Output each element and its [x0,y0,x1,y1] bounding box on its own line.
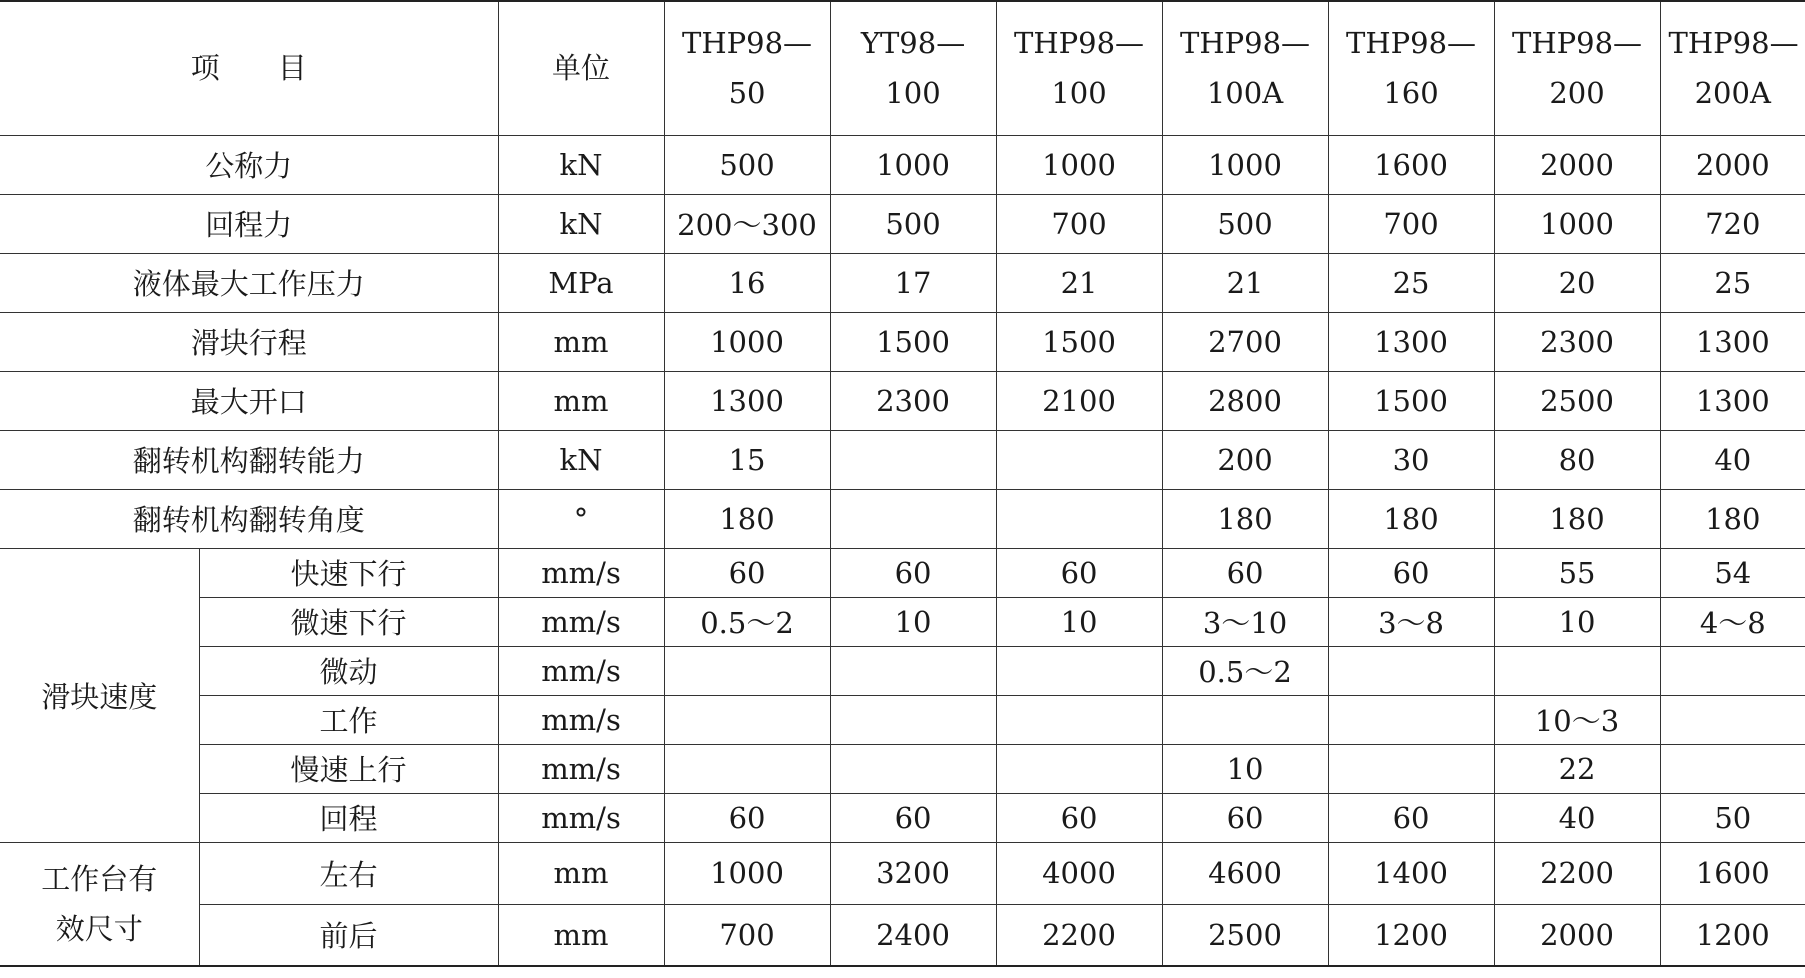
table-cell [1660,744,1805,793]
table-cell: 1500 [830,312,996,371]
table-cell: 2000 [1494,904,1660,966]
table-cell: 20 [1494,253,1660,312]
table-cell: 60 [996,548,1162,597]
row-sublabel: 微速下行 [199,597,498,646]
group-label-slider-speed: 滑块速度 [0,548,199,842]
table-row [0,744,1805,793]
group-label-table-size [0,842,199,966]
table-cell: 1300 [1328,312,1494,371]
row-sublabel: 微动 [199,646,498,695]
table-cell: 3200 [830,842,996,904]
table-cell: 55 [1494,548,1660,597]
row-unit: mm/s [498,744,664,793]
table-cell: 2400 [830,904,996,966]
table-cell: 0.5～2 [664,597,830,646]
table-cell: 0.5～2 [1162,646,1328,695]
header-model: THP98— 160 [1328,1,1494,135]
row-sublabel: 慢速上行 [199,744,498,793]
row-sublabel: 回程 [199,793,498,842]
table-row [0,135,1805,194]
table-cell: 2200 [1494,842,1660,904]
header-model: THP98— 200 [1494,1,1660,135]
table-cell: 1200 [1328,904,1494,966]
table-cell: 700 [664,904,830,966]
table-cell: 21 [996,253,1162,312]
table-row [0,371,1805,430]
row-label: 液体最大工作压力 [0,253,498,312]
table-row [0,646,1805,695]
row-label: 最大开口 [0,371,498,430]
table-row [0,793,1805,842]
table-cell [1162,695,1328,744]
table-cell [664,744,830,793]
table-cell: 2500 [1494,371,1660,430]
table-cell: 10 [1494,597,1660,646]
row-label: 公称力 [0,135,498,194]
row-label: 滑块行程 [0,312,498,371]
table-cell: 10 [830,597,996,646]
table-cell [830,489,996,548]
table-cell: 180 [1162,489,1328,548]
table-cell [996,744,1162,793]
table-cell: 1000 [664,842,830,904]
header-row [0,1,1805,135]
table-cell: 1600 [1328,135,1494,194]
table-cell: 10 [1162,744,1328,793]
table-cell: 4000 [996,842,1162,904]
table-cell: 500 [664,135,830,194]
table-cell: 2700 [1162,312,1328,371]
table-cell: 60 [830,793,996,842]
table-row [0,194,1805,253]
table-cell: 25 [1328,253,1494,312]
table-cell: 1000 [1162,135,1328,194]
table-cell: 80 [1494,430,1660,489]
table-cell: 500 [830,194,996,253]
table-cell: 50 [1660,793,1805,842]
table-cell [664,646,830,695]
row-sublabel: 工作 [199,695,498,744]
table-cell: 500 [1162,194,1328,253]
table-cell: 60 [664,548,830,597]
table-cell [1328,695,1494,744]
table-cell: 180 [1494,489,1660,548]
table-cell: 2000 [1660,135,1805,194]
header-model: THP98— 200A [1660,1,1805,135]
table-row [0,430,1805,489]
table-cell [1660,646,1805,695]
table-cell: 60 [830,548,996,597]
row-unit: MPa [498,253,664,312]
table-cell [996,489,1162,548]
row-sublabel: 前后 [199,904,498,966]
table-cell: 3～8 [1328,597,1494,646]
table-cell: 2800 [1162,371,1328,430]
row-sublabel: 左右 [199,842,498,904]
table-cell [830,646,996,695]
row-sublabel: 快速下行 [199,548,498,597]
table-cell: 25 [1660,253,1805,312]
table-cell: 4600 [1162,842,1328,904]
table-cell: 1500 [1328,371,1494,430]
header-model: THP98— 50 [664,1,830,135]
table-cell [1328,744,1494,793]
table-cell: 1000 [664,312,830,371]
table-cell: 60 [1162,548,1328,597]
table-cell: 1000 [996,135,1162,194]
table-row [0,597,1805,646]
table-cell [830,695,996,744]
table-cell: 54 [1660,548,1805,597]
row-unit: mm [498,312,664,371]
row-label: 翻转机构翻转能力 [0,430,498,489]
table-cell: 60 [996,793,1162,842]
table-cell: 1300 [1660,371,1805,430]
table-cell [1660,695,1805,744]
row-unit: mm/s [498,695,664,744]
table-cell: 60 [1328,793,1494,842]
row-label: 翻转机构翻转角度 [0,489,498,548]
table-cell: 1300 [1660,312,1805,371]
group-label-line1: 工作台有 [41,861,158,896]
table-cell: 16 [664,253,830,312]
row-unit: mm/s [498,597,664,646]
header-model: THP98— 100 [996,1,1162,135]
row-unit: mm/s [498,646,664,695]
table-row [0,253,1805,312]
table-cell: 720 [1660,194,1805,253]
table-cell: 60 [1162,793,1328,842]
row-label: 回程力 [0,194,498,253]
table-cell [1328,646,1494,695]
table-cell: 2200 [996,904,1162,966]
table-cell: 2300 [1494,312,1660,371]
table-cell: 1600 [1660,842,1805,904]
table-cell: 2300 [830,371,996,430]
table-cell: 15 [664,430,830,489]
table-cell [830,430,996,489]
row-unit: ° [498,489,664,548]
row-unit: mm/s [498,548,664,597]
table-cell: 21 [1162,253,1328,312]
table-cell: 40 [1660,430,1805,489]
table-cell: 1500 [996,312,1162,371]
table-cell: 200 [1162,430,1328,489]
table-cell: 60 [664,793,830,842]
table-cell: 2000 [1494,135,1660,194]
row-unit: mm [498,842,664,904]
table-cell: 180 [1328,489,1494,548]
table-row [0,904,1805,966]
row-unit: kN [498,194,664,253]
table-cell: 10 [996,597,1162,646]
table-cell: 2500 [1162,904,1328,966]
table-cell: 30 [1328,430,1494,489]
table-row [0,489,1805,548]
table-cell: 40 [1494,793,1660,842]
header-model: THP98— 100A [1162,1,1328,135]
table-cell: 22 [1494,744,1660,793]
row-unit: kN [498,135,664,194]
row-unit: mm [498,904,664,966]
table-row [0,548,1805,597]
table-cell: 180 [664,489,830,548]
row-unit: kN [498,430,664,489]
table-cell: 1000 [830,135,996,194]
table-row [0,312,1805,371]
table-cell: 700 [996,194,1162,253]
row-unit: mm/s [498,793,664,842]
table-cell: 3～10 [1162,597,1328,646]
table-cell: 17 [830,253,996,312]
table-cell: 1000 [1494,194,1660,253]
table-cell [830,744,996,793]
table-cell: 1200 [1660,904,1805,966]
table-cell [664,695,830,744]
table-cell [996,695,1162,744]
table-cell [996,646,1162,695]
row-unit: mm [498,371,664,430]
table-cell: 700 [1328,194,1494,253]
table-row [0,842,1805,904]
header-item: 项 目 [0,1,498,135]
table-cell: 1300 [664,371,830,430]
table-cell: 4～8 [1660,597,1805,646]
header-unit: 单位 [498,1,664,135]
header-model: YT98— 100 [830,1,996,135]
table-cell: 180 [1660,489,1805,548]
group-label-line2: 效尺寸 [55,911,143,946]
table-cell: 10～3 [1494,695,1660,744]
table-cell: 2100 [996,371,1162,430]
table-cell: 60 [1328,548,1494,597]
table-row [0,695,1805,744]
table-cell [996,430,1162,489]
table-cell: 1400 [1328,842,1494,904]
table-cell [1494,646,1660,695]
table-cell: 200～300 [664,194,830,253]
